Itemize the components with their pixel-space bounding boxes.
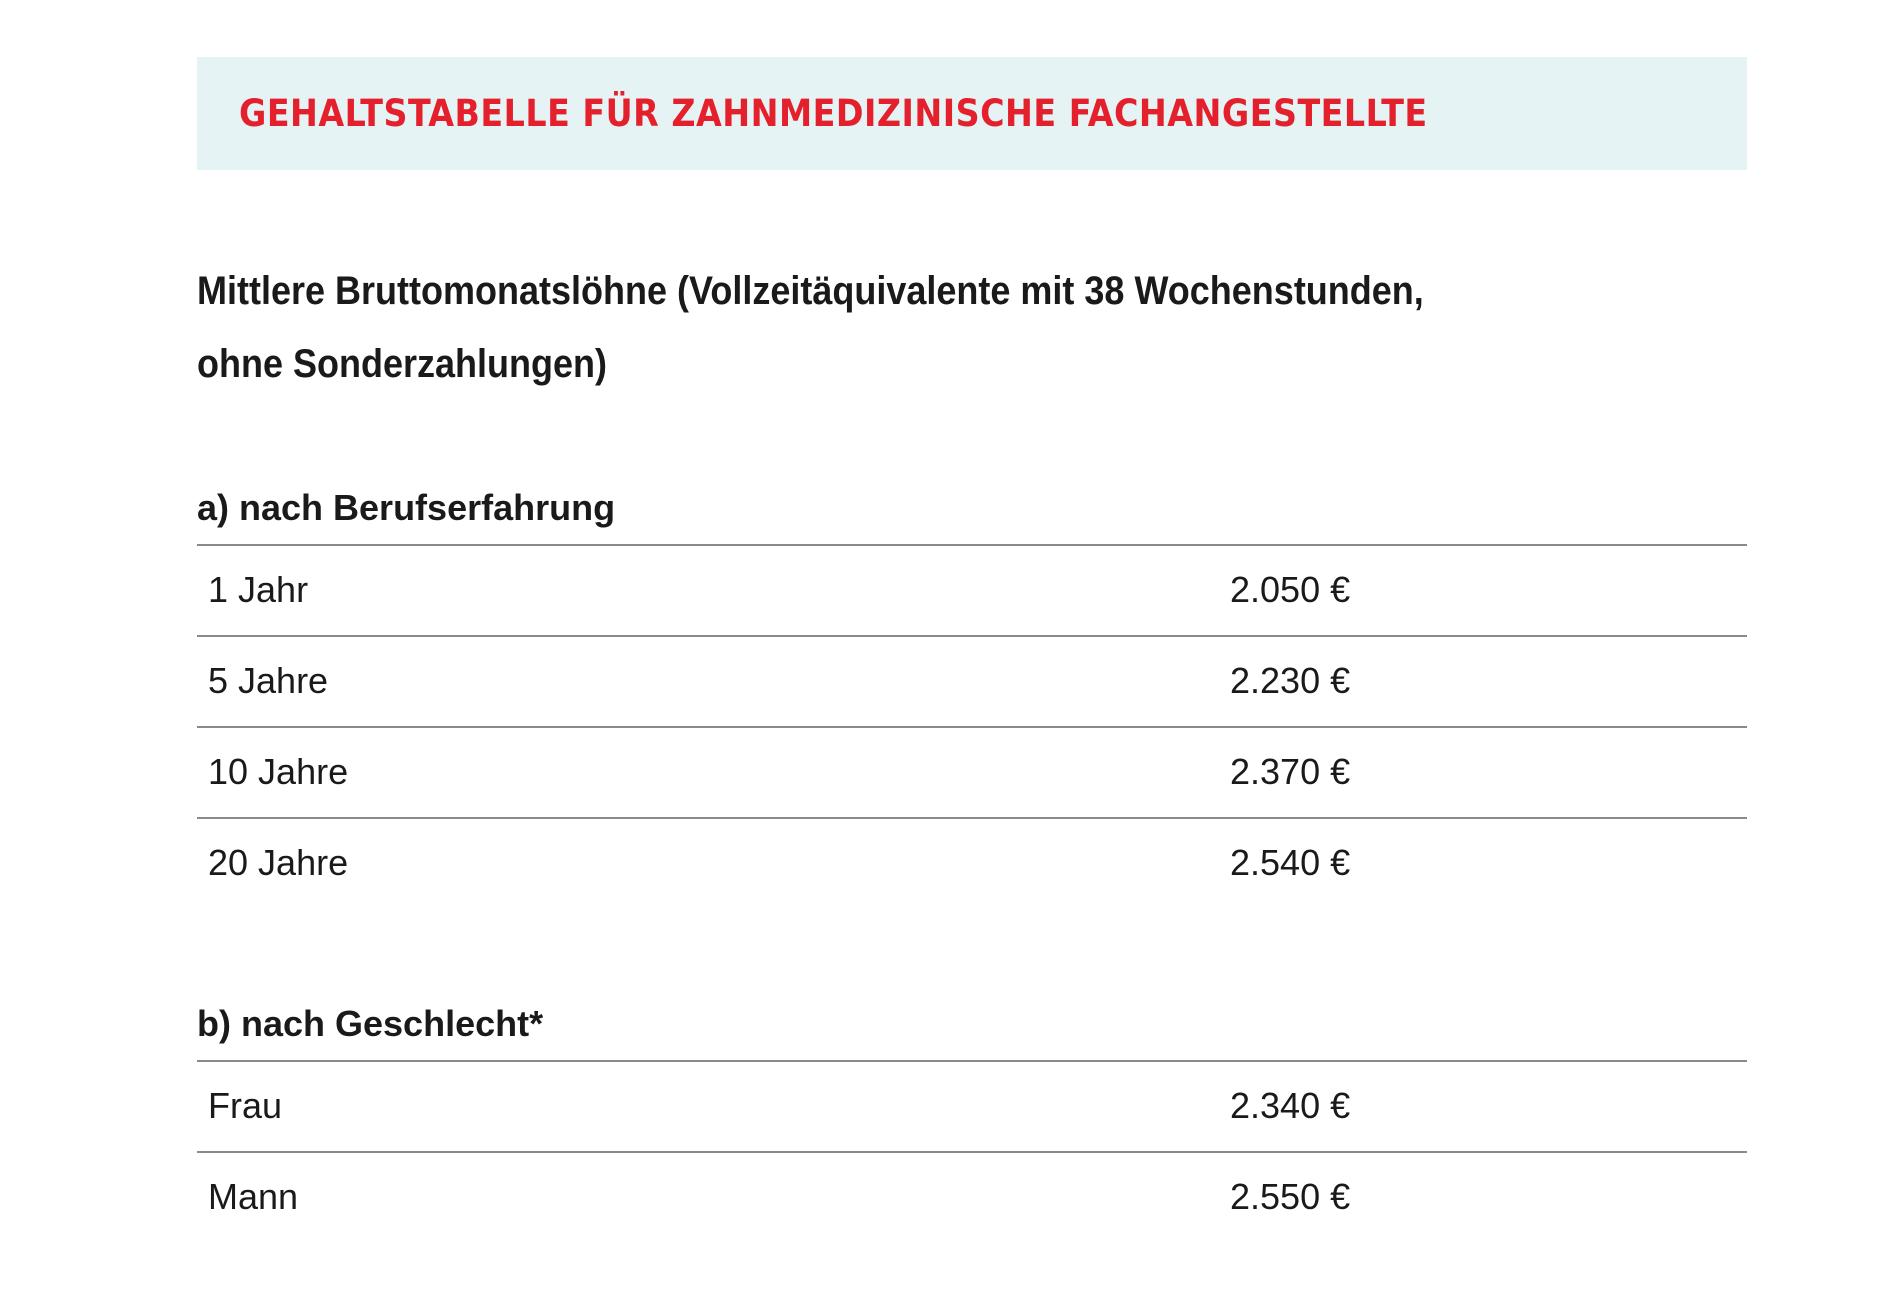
row-label: 1 Jahr <box>208 569 309 610</box>
table-row <box>197 1062 1747 1153</box>
row-label: 5 Jahre <box>208 660 329 701</box>
row-label: 20 Jahre <box>208 842 349 883</box>
page-title: GEHALTSTABELLE FÜR ZAHNMEDIZINISCHE FACHANGESTELLTE <box>239 92 1428 135</box>
table-row <box>197 546 1747 637</box>
section-heading: a) nach Berufserfahrung <box>197 488 1747 546</box>
row-label: Mann <box>208 1176 299 1217</box>
row-value: 2.230 € <box>1230 660 1351 701</box>
table-row <box>197 728 1747 819</box>
section-heading: b) nach Geschlecht* <box>197 1004 1747 1062</box>
row-value: 2.540 € <box>1230 842 1351 883</box>
table-row <box>197 819 1747 908</box>
row-label: Frau <box>208 1085 283 1126</box>
row-value: 2.370 € <box>1230 751 1351 792</box>
salary-table <box>197 1062 1747 1242</box>
table-row <box>197 1153 1747 1242</box>
section-gender <box>197 1004 1747 1242</box>
row-value: 2.340 € <box>1230 1085 1351 1126</box>
title-banner <box>197 57 1747 170</box>
row-value: 2.550 € <box>1230 1176 1351 1217</box>
salary-table <box>197 546 1747 908</box>
table-row <box>197 637 1747 728</box>
section-experience <box>197 488 1747 908</box>
row-label: 10 Jahre <box>208 751 349 792</box>
table-subtitle: Mittlere Bruttomonatslöhne (Vollzeitäquivalente mit 38 Wochenstunden, ohne Sonderzahlungen) <box>197 269 1424 386</box>
row-value: 2.050 € <box>1230 569 1351 610</box>
